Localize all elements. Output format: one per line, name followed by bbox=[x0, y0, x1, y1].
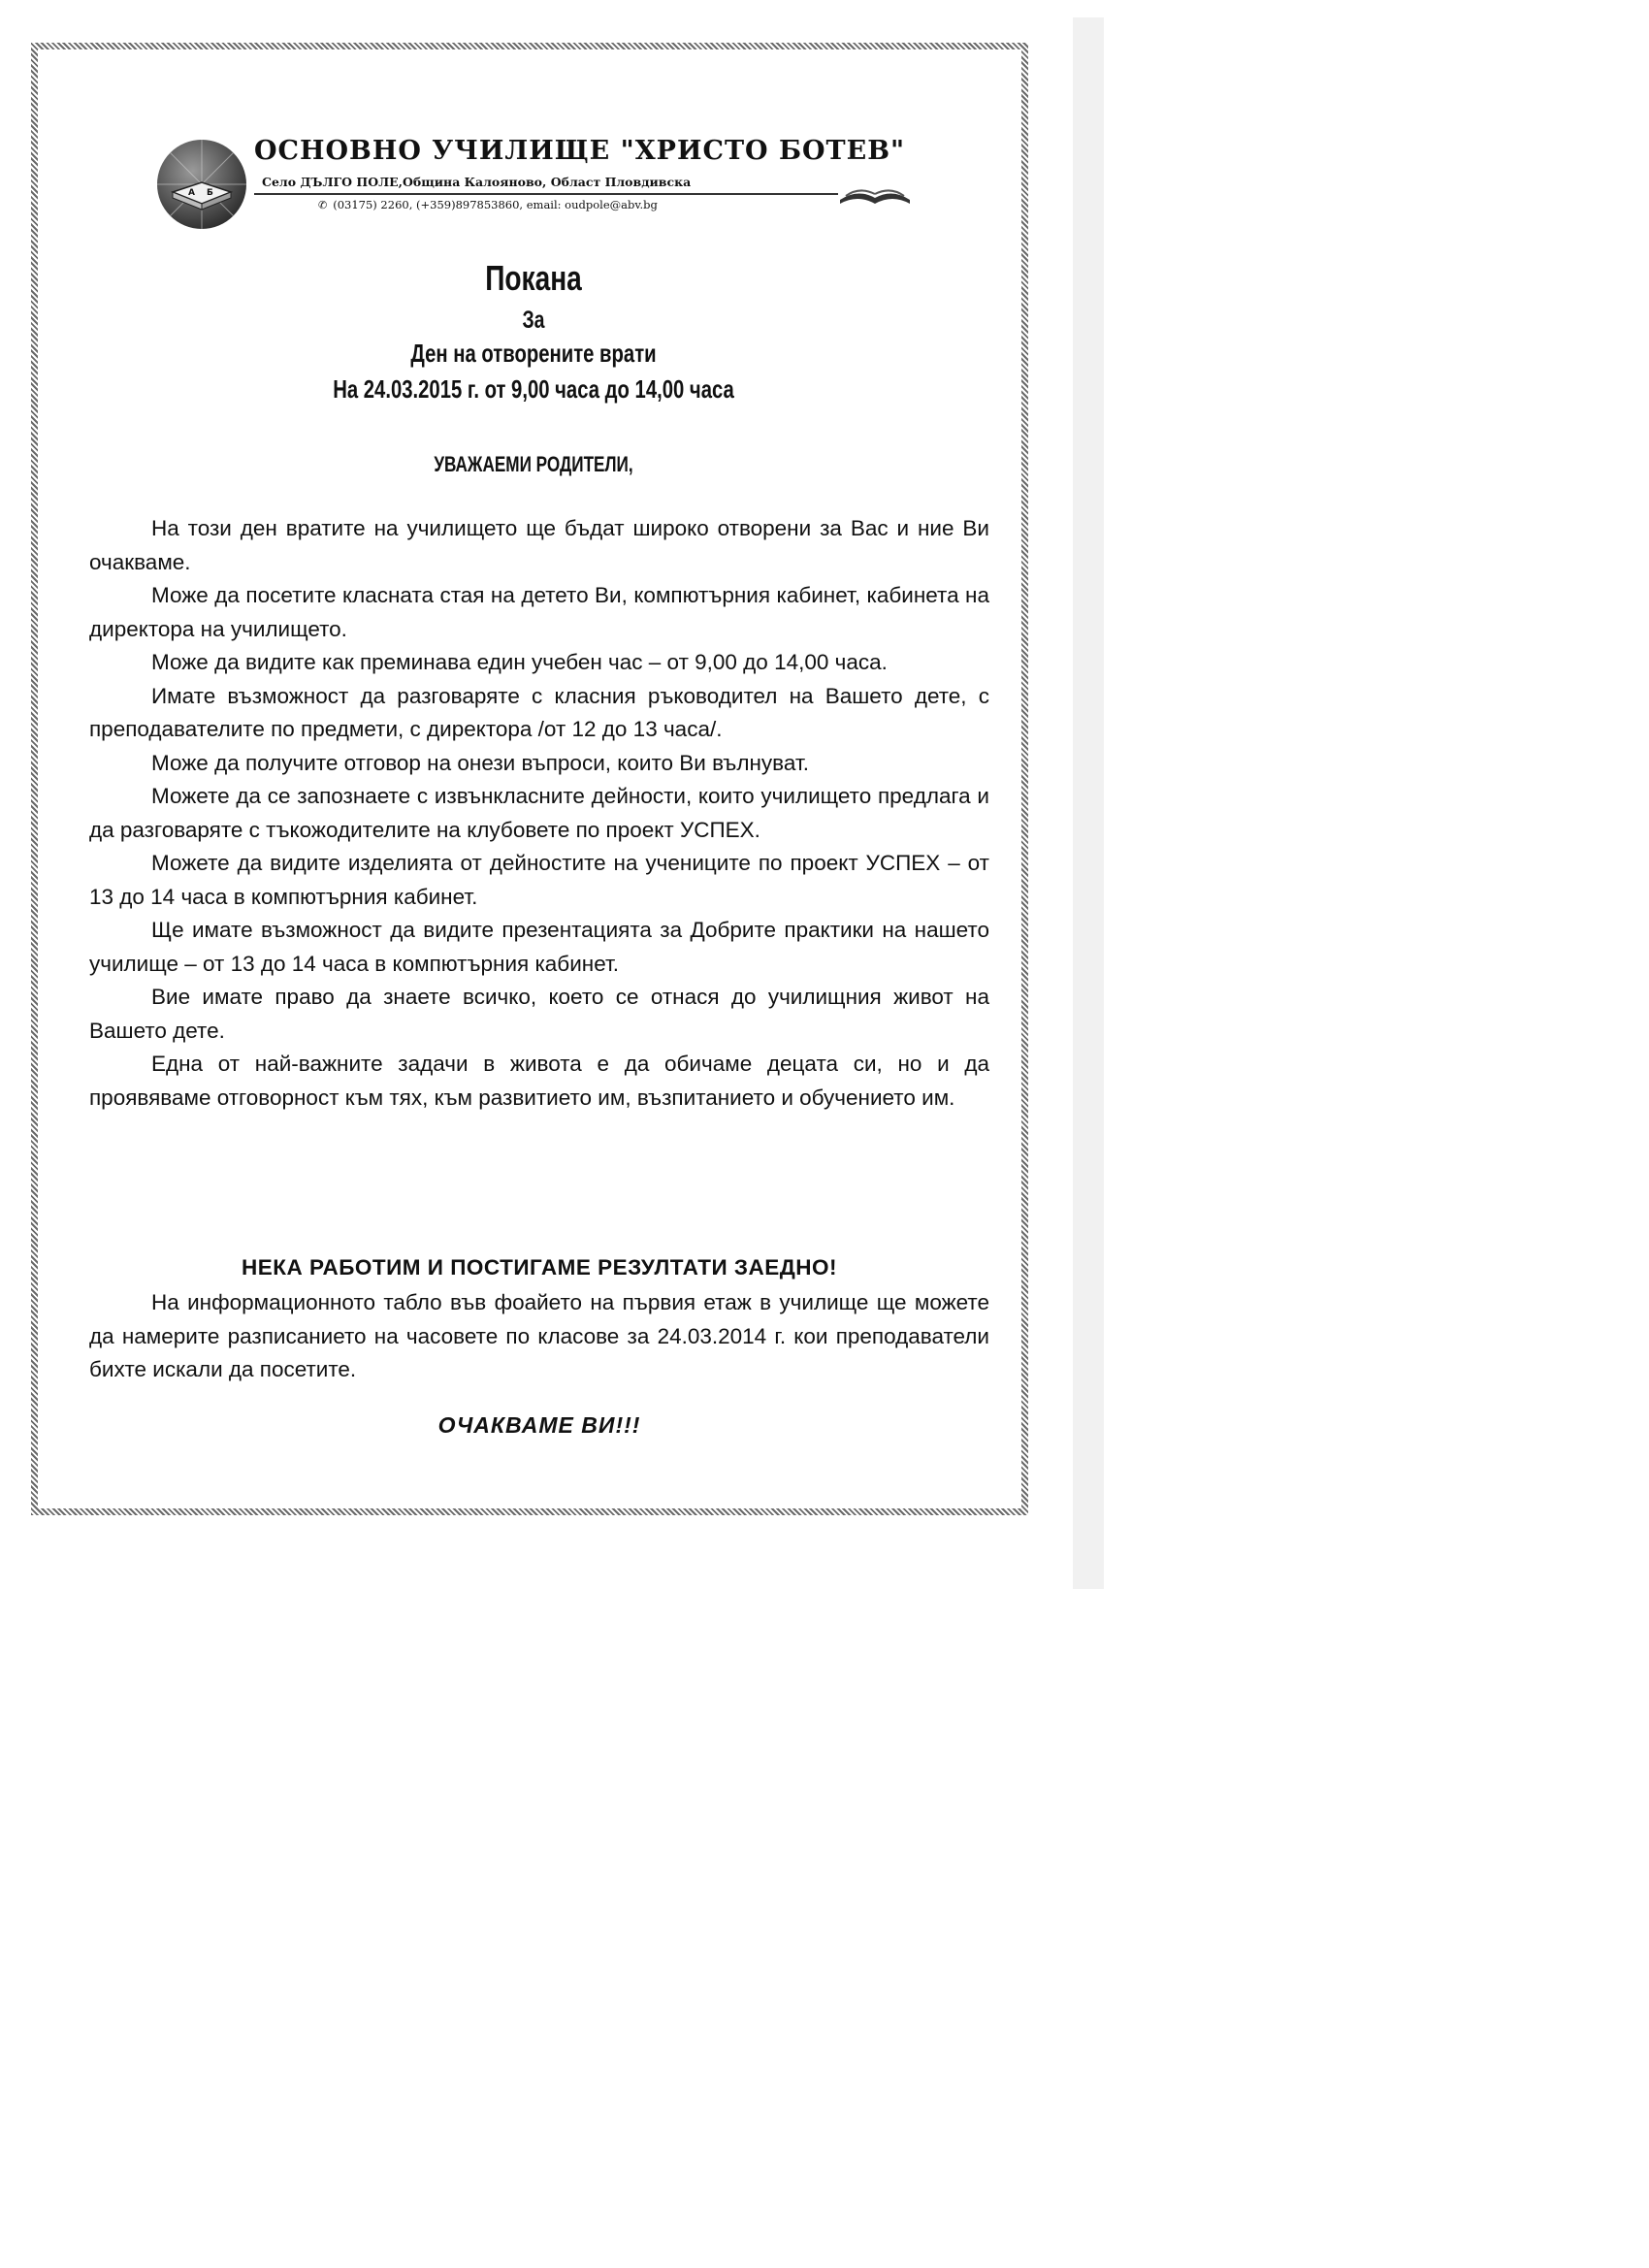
svg-text:А: А bbox=[188, 188, 195, 198]
body-paragraph: Една от най-важните задачи в живота е да обичаме децата си, но и да проявяваме отговорност към тях, към развитието им, възпитанието и обучението им. bbox=[89, 1052, 989, 1110]
invitation-subtitle-for: За bbox=[522, 307, 545, 334]
svg-text:Б: Б bbox=[207, 188, 213, 198]
body-paragraph: На този ден вратите на училището ще бъдат широко отворени за Вас и ние Ви очакваме. bbox=[89, 516, 989, 574]
invitation-body bbox=[89, 512, 989, 1115]
open-book-icon bbox=[836, 178, 914, 208]
school-name: ОСНОВНО УЧИЛИЩЕ "ХРИСТО БОТЕВ" bbox=[254, 136, 906, 166]
body-paragraph: Можете да видите изделията от дейностите на учениците по проект УСПЕХ – от 13 до 14 часа в компютърния кабинет. bbox=[89, 851, 989, 909]
body-paragraph: Може да посетите класната стая на детето Ви, компютърния кабинет, кабинета на директора на училището. bbox=[89, 583, 989, 641]
header-divider bbox=[254, 193, 838, 195]
greeting: УВАЖАЕМИ РОДИТЕЛИ, bbox=[434, 452, 633, 476]
event-date-time: На 24.03.2015 г. от 9,00 часа до 14,00 часа bbox=[333, 374, 734, 404]
body-paragraph: Може да видите как преминава един учебен час – от 9,00 до 14,00 часа. bbox=[151, 650, 888, 674]
school-book-logo bbox=[153, 136, 250, 233]
event-name: Ден на отворените врати bbox=[410, 339, 657, 368]
closing-line: ОЧАКВАМЕ ВИ!!! bbox=[437, 1412, 641, 1438]
body-paragraph: Може да получите отговор на онези въпроси, които Ви вълнуват. bbox=[151, 750, 809, 775]
telephone-icon: ✆ bbox=[318, 199, 328, 211]
info-section bbox=[89, 1286, 989, 1387]
contacts-text: (03175) 2260, (+359)897853860, email: oudpole@abv.bg bbox=[333, 198, 658, 211]
slogan-heading: НЕКА РАБОТИМ И ПОСТИГАМЕ РЕЗУЛТАТИ ЗАЕДНО! bbox=[241, 1255, 838, 1280]
body-paragraph: Ще имате възможност да видите презентацията за Добрите практики на нашето училище – от 13 до 14 часа в компютърния кабинет. bbox=[89, 918, 989, 976]
school-contacts bbox=[318, 198, 803, 211]
scan-edge-strip bbox=[1073, 17, 1104, 1589]
info-paragraph: На информационното табло във фоайето на първия етаж в училище ще можете да намерите разписанието на часовете по класове за 24.03.2014 г. кои преподаватели бихте искали да посетите. bbox=[89, 1290, 989, 1381]
body-paragraph: Вие имате право да знаете всичко, което се отнася до училищния живот на Вашето дете. bbox=[89, 985, 989, 1043]
body-paragraph: Можете да се запознаете с извънкласните дейности, които училището предлага и да разговаряте с тъкожодителите на клубовете по проект УСПЕХ. bbox=[89, 784, 989, 842]
school-address: Село ДЪЛГО ПОЛЕ,Община Калояново, Област Пловдивска bbox=[262, 175, 692, 189]
invitation-title: Покана bbox=[485, 258, 582, 298]
body-paragraph: Имате възможност да разговаряте с класния ръководител на Вашето дете, с преподавателите по предмети, с директора /от 12 до 13 часа/. bbox=[89, 683, 989, 741]
